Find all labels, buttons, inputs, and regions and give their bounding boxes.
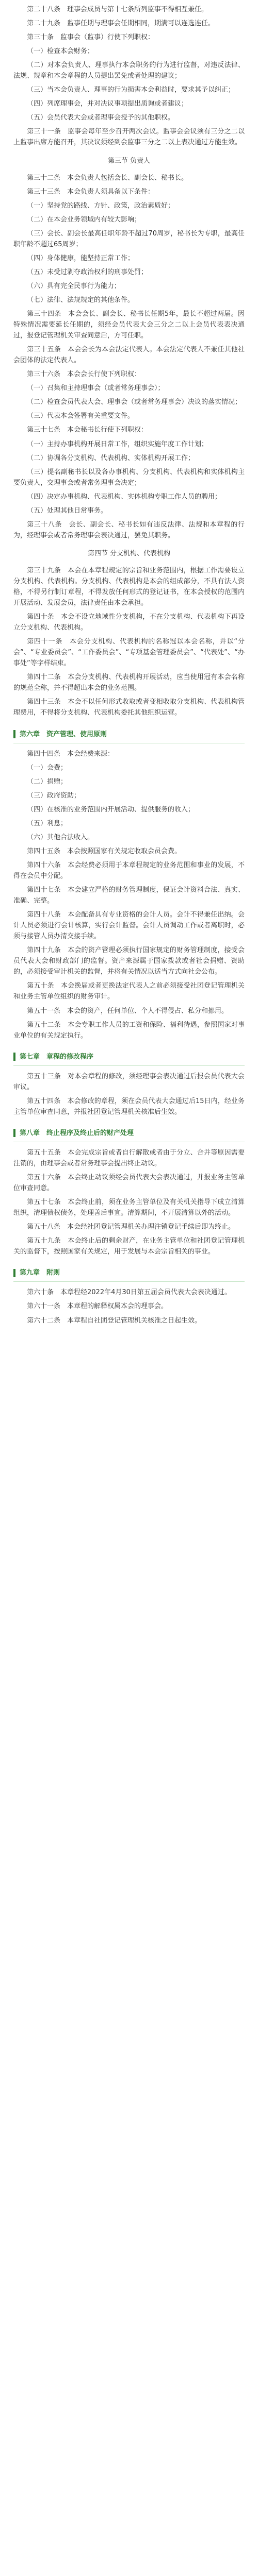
chapter-accent-bar (13, 1053, 15, 1061)
paragraph: 第五十五条 本会完成宗旨或者自行解散或者由于分立、合并等原因需要注销的，由理事会或者常务理事会提出终止动议。 (13, 1148, 245, 1167)
paragraph: （五）处理其他日常事务。 (27, 506, 108, 515)
paragraph: （一）坚持党的路线、方针、政策，政治素质好； (27, 201, 175, 210)
chapter-accent-bar (13, 730, 15, 738)
paragraph: 第三十八条 会长、副会长、秘书长如有违反法律、法规和本章程的行为，经理事会或者常务理事会表决通过，罢免其职务。 (13, 520, 245, 539)
paragraph: （三）当本会负责人、理事的行为损害本会利益时，要求其予以纠正； (27, 86, 235, 94)
paragraph: 第三十七条 本会秘书长行使下列职权： (27, 426, 148, 434)
paragraph-group (13, 1071, 245, 1117)
paragraph: 第三十三条 本会负责人须具备以下条件： (27, 188, 155, 196)
paragraph: 第五十三条 对本会章程的修改，须经理事会表决通过后报会员代表大会审议。 (13, 1072, 245, 1091)
chapter-title: 第六章 资产管理、使用原则 (20, 730, 107, 738)
paragraph: 第三十条 监事会（监事）行使下列职权： (27, 33, 155, 42)
paragraph: （四）列席理事会，并对决议事项提出质询或者建议； (27, 100, 188, 108)
paragraph-group (13, 173, 245, 541)
paragraph: 第六十一条 本章程的解释权属本会的理事会。 (27, 1302, 168, 1311)
paragraph: 第五十条 本会换届或者更换法定代表人之前必须接受社团登记管理机关和业务主管单位组织的财务审计。 (13, 982, 245, 1001)
paragraph: 第五十二条 本会专职工作人员的工资和保险、福利待遇，参照国家对事业单位的有关规定执行。 (13, 1021, 245, 1040)
paragraph: 第五十六条 本会终止动议须经会员代表大会表决通过，并报业务主管单位审查同意。 (13, 1174, 245, 1193)
paragraph: （一）召集和主持理事会（或者常务理事会）； (27, 384, 165, 393)
paragraph-group (13, 4, 245, 148)
paragraph: 第三十五条 本会会长为本会法定代表人。本会法定代表人不兼任其他社会团体的法定代表人。 (13, 346, 245, 365)
paragraph-group (13, 565, 245, 719)
paragraph: 第三十一条 监事会每年至少召开两次会议。监事会会议须有三分之二以上监事出席方能召开，其决议须经到会监事三分之二以上表决通过方能生效。 (13, 128, 245, 147)
chapter-heading (13, 1264, 245, 1282)
paragraph: （二）检查会员代表大会、理事会（或者常务理事会）决议的落实情况； (27, 398, 242, 406)
paragraph: 第四十六条 本会经费必须用于本章程规定的业务范围和事业的发展，不得在会员中分配。 (13, 861, 245, 880)
paragraph: 第四十四条 本会经费来源： (27, 750, 115, 758)
chapter-accent-bar (13, 1129, 15, 1137)
paragraph: 第三十四条 本会会长、副会长、秘书长任期5年，最长不超过两届。因特殊情况需要延长任期的，须经会员代表大会三分之二以上会员代表表决通过，报登记管理机关审查同意后，方可任职。 (13, 310, 245, 340)
paragraph: （四）决定办事机构、代表机构、实体机构专职工作人员的聘用； (27, 493, 222, 501)
paragraph: 第五十七条 本会终止前，须在业务主管单位及有关机关指导下成立清算组织，清理债权债务，处理善后事宜。清算期间，不开展清算以外的活动。 (13, 1198, 245, 1217)
paragraph-group (13, 1287, 245, 1326)
chapter-title: 第九章 附则 (20, 1269, 60, 1277)
paragraph: 第四十二条 本会分支机构、代表机构开展活动，应当使用冠有本会名称的规范全称，并不得超出本会的业务范围。 (13, 673, 245, 692)
paragraph: （二）捐赠； (27, 777, 68, 786)
paragraph: （三）代表本会签署有关重要文件。 (27, 412, 135, 420)
paragraph: （四）在核准的业务范围内开展活动、提供服务的收入； (27, 805, 195, 814)
paragraph: （五）利息； (27, 819, 68, 827)
chapter-title: 第七章 章程的修改程序 (20, 1053, 94, 1061)
paragraph: 第四十七条 本会建立严格的财务管理制度，保证会计资料合法、真实、准确、完整。 (13, 886, 245, 905)
paragraph: （七）法律、法规规定的其他条件。 (27, 296, 135, 304)
paragraph: 第五十一条 本会的资产，任何单位、个人不得侵占、私分和挪用。 (27, 1007, 229, 1015)
paragraph: （二）在本会业务领域内有较大影响； (27, 215, 141, 224)
paragraph: 第五十八条 本会经社团登记管理机关办理注销登记手续后即为终止。 (27, 1223, 235, 1231)
paragraph: 第四十条 本会不设立地域性分支机构，不在分支机构、代表机构下再设立分支机构、代表机构。 (13, 613, 245, 632)
section-title: 第四节 分支机构、代表机构 (87, 549, 171, 557)
paragraph: 第五十四条 本会修改的章程，须在会员代表大会通过后15日内，经业务主管单位审查同意，并报社团登记管理机关核准后生效。 (13, 1097, 245, 1116)
chapter-heading (13, 726, 245, 743)
paragraph: 第四十一条 本会分支机构、代表机构的名称冠以本会名称，并以“分会”、“专业委员会”、“工作委员会”、“专项基金管理委员会”、“代表处”、“办事处”等字样结束。 (13, 638, 245, 668)
chapter-accent-bar (13, 1269, 15, 1277)
paragraph: （五）未受过剥夺政治权利的刑事处罚； (27, 268, 148, 276)
paragraph: （二）协调各分支机构、代表机构、实体机构开展工作； (27, 454, 195, 462)
paragraph-group (13, 1147, 245, 1257)
paragraph: （六）具有完全民事行为能力； (27, 282, 121, 290)
paragraph: 第三十九条 本会在本章程规定的宗旨和业务范围内，根据工作需要设立分支机构、代表机构。分支机构、代表机构是本会的组成部分，不具有法人资格，不得另行制订章程，不得发放任何形式的登记证书，在本会授权的范围内开展活动、发展会员，法律责任由本会承担。 (13, 566, 245, 607)
paragraph: 第三十二条 本会负责人包括会长、副会长、秘书长。 (27, 174, 188, 182)
paragraph: 第三十六条 本会会长行使下列职权： (27, 370, 141, 379)
paragraph: 第四十三条 本会不以任何形式收取或者变相收取分支机构、代表机构管理费用，不得将分支机构、代表机构委托其他组织运营。 (13, 698, 245, 717)
section-title: 第三节 负责人 (107, 157, 151, 165)
paragraph: 第四十五条 本会按照国家有关规定收取会员会费。 (27, 847, 182, 855)
paragraph: （一）主持办事机构开展日常工作，组织实施年度工作计划； (27, 440, 208, 448)
paragraph: 第四十九条 本会的资产管理必须执行国家规定的财务管理制度，接受会员代表大会和财政部门的监督。资产来源属于国家拨款或者社会捐赠、资助的，必须接受审计机关的监督，并将有关情况以适当方式向社会公布。 (13, 946, 245, 976)
paragraph: 第六十条 本章程经2022年4月30日第五届会员代表大会表决通过。 (27, 1289, 231, 1297)
paragraph: （二）对本会负责人、理事执行本会职务的行为进行监督，对违反法律、法规、规章和本会章程的人员提出罢免或者处理的建议； (13, 61, 245, 80)
paragraph: （一）检查本会财务； (27, 47, 94, 56)
paragraph: 第六十二条 本章程自社团登记管理机关核准之日起生效。 (27, 1316, 202, 1325)
paragraph: （三）提名副秘书长以及各办事机构、分支机构、代表机构和实体机构主要负责人，交理事会或者常务理事会决定； (13, 468, 245, 487)
chapter-heading (13, 1125, 245, 1142)
paragraph: 第四十八条 本会配备具有专业资格的会计人员。会计不得兼任出纳。会计人员必须进行会计核算，实行会计监督。会计人员调动工作或者离职时，必须与接管人员办清交接手续。 (13, 911, 245, 941)
paragraph: 第二十八条 理事会成员与第十七条所列监事不得相互兼任。 (27, 6, 208, 13)
paragraph: （五）会员代表大会或者理事会授予的其他职权。 (27, 114, 175, 122)
paragraph-group (13, 749, 245, 1041)
paragraph: （六）其他合法收入。 (27, 833, 94, 841)
chapter-title: 第八章 终止程序及终止后的财产处理 (20, 1129, 134, 1137)
paragraph: （一）会费； (27, 764, 68, 772)
chapter-heading (13, 1048, 245, 1066)
paragraph: （四）身体健康，能坚持正常工作； (27, 254, 135, 262)
paragraph: 第二十九条 监事任期与理事会任期相同，期满可以连选连任。 (27, 20, 215, 28)
paragraph: 第五十九条 本会终止后的剩余财产，在业务主管单位和社团登记管理机关的监督下，按照国家有关规定，用于发展与本会宗旨相关的事业。 (13, 1237, 245, 1256)
paragraph: （三）会长、副会长最高任职年龄不超过70周岁，秘书长为专职，最高任职年龄不超过65周岁； (13, 229, 245, 248)
paragraph: （三）政府资助； (27, 791, 81, 800)
